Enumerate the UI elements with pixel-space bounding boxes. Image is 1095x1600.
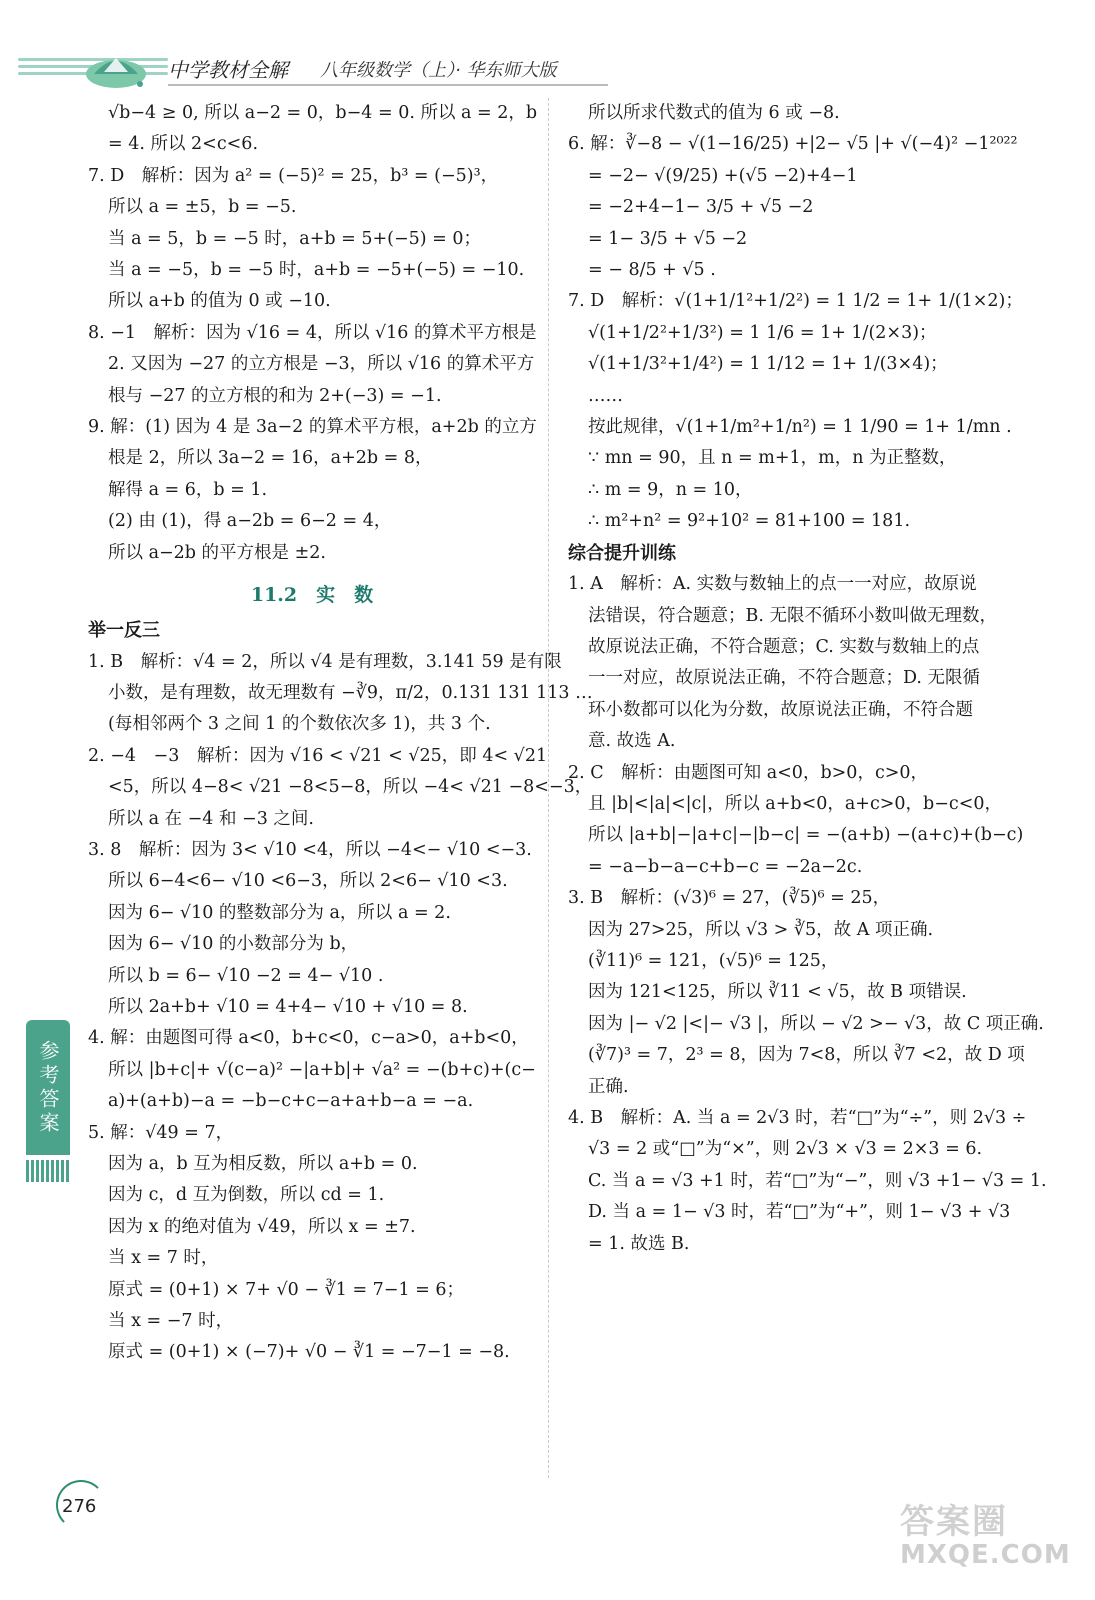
text-line: 所以 2a+b+ √10 = 4+4− √10 + √10 = 8. bbox=[108, 996, 468, 1017]
text-line: 所以 a+b 的值为 0 或 −10. bbox=[108, 291, 331, 312]
text-line: 因为 x 的绝对值为 √49，所以 x = ±7. bbox=[108, 1216, 416, 1237]
text-line: C. 当 a = √3 +1 时，若“□”为“−”，则 √3 +1− √3 = 1. bbox=[588, 1170, 1047, 1191]
text-line: 所以 a = ±5，b = −5. bbox=[108, 197, 297, 218]
text-line: √(1+1/2²+1/3²) = 1 1/6 = 1+ 1/(2×3)； bbox=[588, 322, 937, 343]
text-line: 所以 a−2b 的平方根是 ±2. bbox=[108, 542, 326, 563]
header-rule bbox=[168, 84, 608, 86]
text-line: 所以 a 在 −4 和 −3 之间. bbox=[108, 808, 314, 829]
text-line: 正确. bbox=[588, 1076, 629, 1097]
answer-item-3: 3. B 解析：(√3)⁶ = 27，(∛5)⁶ = 25， bbox=[568, 888, 891, 909]
text-line: 小数，是有理数，故无理数有 −∛9，π/2，0.131 131 113 … bbox=[108, 682, 593, 703]
text-line: 因为 |− √2 |<|− √3 |，所以 − √2 >− √3，故 C 项正确. bbox=[588, 1013, 1044, 1034]
left-column bbox=[88, 98, 593, 1369]
text-line: 一一对应，故原说法正确，不符合题意；D. 无限循 bbox=[588, 668, 981, 689]
answer-item-7: 7. D 解析：√(1+1/1²+1/2²) = 1 1/2 = 1+ 1/(1×2)； bbox=[568, 291, 1023, 312]
text-line: = 1− 3/5 + √5 −2 bbox=[588, 228, 748, 249]
answer-item-7: 7. D 解析：因为 a² = (−5)² = 25，b³ = (−5)³， bbox=[88, 165, 499, 186]
text-line: = −2+4−1− 3/5 + √5 −2 bbox=[588, 197, 814, 218]
text-line: ∴ m²+n² = 9²+10² = 81+100 = 181. bbox=[588, 511, 911, 532]
text-line: a)+(a+b)−a = −b−c+c−a+a+b−a = −a. bbox=[108, 1091, 474, 1112]
answer-item-8: 8. −1 解析：因为 √16 = 4，所以 √16 的算术平方根是 bbox=[88, 322, 537, 343]
text-line: 环小数都可以化为分数，故原说法正确，不符合题 bbox=[588, 699, 973, 720]
watermark-logo: 答案圈 bbox=[900, 1502, 1008, 1542]
text-line: (∛11)⁶ = 121，(√5)⁶ = 125， bbox=[588, 950, 839, 971]
text-line: 根是 2，所以 3a−2 = 16，a+2b = 8， bbox=[108, 448, 433, 469]
text-line: 法错误，符合题意；B. 无限不循环小数叫做无理数， bbox=[588, 605, 997, 626]
text-line: 根与 −27 的立方根的和为 2+(−3) = −1. bbox=[108, 385, 442, 406]
text-line: 且 |b|<|a|<|c|，所以 a+b<0，a+c>0，b−c<0， bbox=[588, 793, 1003, 814]
subsection-heading: 综合提升训练 bbox=[568, 542, 676, 564]
text-line: <5，所以 4−8< √21 −8<5−8，所以 −4< √21 −8<−3， bbox=[108, 777, 593, 798]
text-line: 意. 故选 A. bbox=[588, 731, 676, 752]
text-line: (每相邻两个 3 之间 1 的个数依次多 1)，共 3 个. bbox=[108, 714, 491, 735]
tab-stripe-decor bbox=[26, 1160, 70, 1182]
text-line: D. 当 a = 1− √3 时，若“□”为“+”，则 1− √3 + √3 bbox=[588, 1202, 1011, 1223]
page-number: 276 bbox=[62, 1496, 97, 1517]
text-line: √(1+1/3²+1/4²) = 1 1/12 = 1+ 1/(3×4)； bbox=[588, 354, 948, 375]
book-subtitle: 八年级数学（上）· 华东师大版 bbox=[320, 60, 557, 81]
text-line: 因为 a，b 互为相反数，所以 a+b = 0. bbox=[108, 1154, 418, 1174]
text-line: 所以 |a+b|−|a+c|−|b−c| = −(a+b) −(a+c)+(b−c) bbox=[588, 825, 1024, 846]
text-line: 按此规律，√(1+1/m²+1/n²) = 1 1/90 = 1+ 1/mn . bbox=[588, 417, 1012, 438]
text-line: ∴ m = 9，n = 10， bbox=[588, 479, 753, 500]
text-line: 因为 c，d 互为倒数，所以 cd = 1. bbox=[108, 1185, 385, 1206]
answer-item-5: 5. 解：√49 = 7， bbox=[88, 1122, 234, 1143]
text-line: 因为 27>25，所以 √3 > ∛5，故 A 项正确. bbox=[588, 919, 934, 940]
text-line: = 1. 故选 B. bbox=[588, 1233, 690, 1254]
answer-item-4: 4. 解：由题图可得 a<0，b+c<0，c−a>0，a+b<0， bbox=[88, 1028, 529, 1049]
watermark-url: MXQE.COM bbox=[900, 1540, 1071, 1570]
text-line: = −2− √(9/25) +(√5 −2)+4−1 bbox=[588, 165, 858, 186]
text-line: √b−4 ≥ 0, 所以 a−2 = 0，b−4 = 0. 所以 a = 2，b bbox=[108, 103, 538, 123]
text-line: 原式 = (0+1) × 7+ √0 − ∛1 = 7−1 = 6； bbox=[108, 1279, 465, 1300]
answer-item-2: 2. C 解析：由题图可知 a<0，b>0，c>0， bbox=[568, 762, 929, 783]
section-title: 11.2 实 数 bbox=[250, 584, 374, 607]
answer-item-1: 1. B 解析：√4 = 2，所以 √4 是有理数，3.141 59 是有限 bbox=[88, 651, 562, 672]
text-line: 当 x = 7 时， bbox=[108, 1248, 219, 1269]
text-line: 因为 6− √10 的整数部分为 a，所以 a = 2. bbox=[108, 902, 451, 923]
answer-item-3: 3. 8 解析：因为 3< √10 <4，所以 −4<− √10 <−3. bbox=[88, 839, 532, 860]
right-column bbox=[568, 98, 1047, 1260]
text-line: 因为 6− √10 的小数部分为 b， bbox=[108, 934, 359, 955]
text-line: …… bbox=[588, 385, 623, 406]
text-line: 所以 b = 6− √10 −2 = 4− √10 . bbox=[108, 965, 384, 986]
book-logo-icon bbox=[80, 44, 152, 92]
answer-item-1: 1. A 解析：A. 实数与数轴上的点一一对应，故原说 bbox=[568, 574, 977, 595]
reference-answers-tab: 参考答案 bbox=[26, 1020, 70, 1155]
text-line: ∵ mn = 90，且 n = m+1，m，n 为正整数， bbox=[588, 448, 957, 469]
text-line: 原式 = (0+1) × (−7)+ √0 − ∛1 = −7−1 = −8. bbox=[108, 1342, 510, 1363]
text-line: 2. 又因为 −27 的立方根是 −3，所以 √16 的算术平方 bbox=[108, 354, 535, 375]
text-line: (2) 由 (1)，得 a−2b = 6−2 = 4， bbox=[108, 511, 392, 532]
text-line: 所以 6−4<6− √10 <6−3，所以 2<6− √10 <3. bbox=[108, 871, 508, 892]
text-line: 当 a = −5，b = −5 时，a+b = −5+(−5) = −10. bbox=[108, 260, 525, 281]
answer-item-9: 9. 解：(1) 因为 4 是 3a−2 的算术平方根，a+2b 的立方 bbox=[88, 417, 537, 438]
text-line: 故原说法正确，不符合题意；C. 实数与数轴上的点 bbox=[588, 636, 980, 657]
answer-item-6: 6. 解：∛−8 − √(1−16/25) +|2− √5 |+ √(−4)² −1²⁰²² bbox=[568, 134, 1018, 155]
page-header bbox=[0, 40, 1095, 100]
text-line: (∛7)³ = 7，2³ = 8，因为 7<8，所以 ∛7 <2，故 D 项 bbox=[588, 1045, 1025, 1066]
text-line: = 4. 所以 2<c<6. bbox=[108, 134, 259, 155]
text-line: 当 x = −7 时， bbox=[108, 1311, 234, 1332]
text-line: 所以所求代数式的值为 6 或 −8. bbox=[588, 103, 840, 123]
text-line: = − 8/5 + √5 . bbox=[588, 260, 716, 281]
column-divider bbox=[548, 98, 549, 1478]
answer-item-2: 2. −4 −3 解析：因为 √16 < √21 < √25，即 4< √21 bbox=[88, 745, 548, 766]
text-line: = −a−b−a−c+b−c = −2a−2c. bbox=[588, 856, 863, 877]
text-line: √3 = 2 或“□”为“×”，则 2√3 × √3 = 2×3 = 6. bbox=[588, 1139, 983, 1160]
subsection-heading: 举一反三 bbox=[88, 620, 160, 642]
text-line: 解得 a = 6，b = 1. bbox=[108, 479, 268, 500]
answer-item-4: 4. B 解析：A. 当 a = 2√3 时，若“□”为“÷”，则 2√3 ÷ bbox=[568, 1108, 1027, 1128]
text-line: 所以 |b+c|+ √(c−a)² −|a+b|+ √a² = −(b+c)+(c− bbox=[108, 1059, 536, 1080]
text-line: 当 a = 5，b = −5 时，a+b = 5+(−5) = 0； bbox=[108, 228, 482, 249]
book-title: 中学教材全解 bbox=[168, 58, 288, 82]
text-line: 因为 121<125，所以 ∛11 < √5，故 B 项错误. bbox=[588, 982, 967, 1003]
